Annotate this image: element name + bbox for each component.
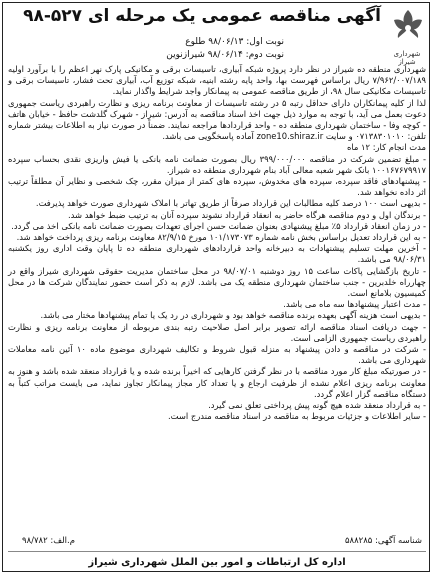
ad-paragraph: - به قرارداد منعقد شده هیچ گونه پیش پرداختی تعلق نمی گیرد. (208, 400, 426, 411)
ad-paragraph: - بدیهی است ۱۰۰ درصد کلیه مطالبات این قرارداد صرفاً از طریق تهاتر با املاک شهرداری صورت خواهد پذیرفت. (35, 198, 426, 209)
ad-title: آگهی مناقصه عمومی یک مرحله ای ۵۲۷-۹۸ (23, 6, 381, 26)
ad-paragraph: - در زمان انعقاد قرارداد ۵٪ مبلغ پیشنهادی بعنوان ضمانت حسن اجرای تعهدات بصورت ضمانت نامه بانکی اخذ می گردد. (11, 220, 426, 231)
ad-paragraph: - بدیهی است هزینه آگهی بعهده برنده مناقصه خواهد بود و شهرداری در رد یک یا تمام پیشنهادها مختار می باشد. (40, 310, 426, 321)
ad-paragraph: - به این قرارداد تعدیل براساس بخش نامه شماره ۱۰۱/۱۷۳۰۷۳ مورخ ۸۲/۹/۱۵ معاونت برنامه ریزی پرداخت خواهد شد. (16, 232, 426, 243)
ad-paragraph: - مدت اعتبار پیشنهادها سه ماه می باشد. (283, 299, 426, 310)
print-second: نوبت دوم: ۹۸/۰۶/۱۴ شیرازنوین (166, 50, 284, 60)
publisher-org: اداره کل ارتباطات و امور بین الملل شهرداری شیراز (88, 557, 346, 568)
ad-paragraph: - سایر اطلاعات و جزئیات مربوط به مناقصه در اسناد مناقصه مندرج است. (167, 411, 426, 422)
ad-paragraph: - شرکت در مناقصه و دادن پیشنهاد به منزله قبول شروط و تکالیف شهرداری موضوع ماده ۱۰ آئین نامه معاملات شهرداری می باشد. (8, 344, 426, 366)
ad-paragraph: - تاریخ بازگشایی پاکات ساعت ۱۵ روز دوشنبه ۹۸/۰۷/۰۱ در محل ساختمان مدیریت حقوقی شهرداری شیراز واقع در چهارراه خلدبرین - جنب ساختمان شهرداری منطقه یک می باشد. لازم به ذکر است حضور نمایندگان شرکت ها در محل کمیسیون بلامانع است. (8, 265, 426, 299)
ad-body (8, 64, 426, 423)
ad-paragraph: مدت انجام کار: ۱۲ ماه (346, 142, 426, 153)
footer-divider (8, 551, 426, 552)
ad-code: م.الف: ۹۸/۷۸۲ (22, 536, 75, 546)
ad-paragraph: لذا از کلیه پیمانکاران دارای حداقل رتبه ۵ در رشته تاسیسات از معاونت برنامه ریزی و نظارت راهبردی ریاست جمهوری دعوت بعمل می آید، با توجه به موارد ذیل جهت اخذ اسناد مناقصه به آدرس: شیراز - شهرک گلدشت حافظ - خیابان هاتف - کوچه وفا - ساختمان شهرداری منطقه ده - واحد قراردادها مراجعه نمایند. ضمناً در صورت نیاز به اطلاعات بیشتر شماره تلفن: ۰۷۱۳۸۳۰۱۰۱۰ و سایت zone10.shiraz.ir آماده پاسخگویی می باشد. (8, 97, 427, 142)
ad-paragraph: - در صورتیکه مبلغ کار مورد مناقصه با در نظر گرفتن کارهایی که اخیراً برنده شده و یا قرارداد منعقد شده باشد و هنوز به معاونت برنامه ریزی اعلام نشده از ظرفیت ارجاع و یا تعداد کار مجاز پیمانکار تجاوز نماید، می بایست مراتب کتباً به دستگاه مناقصه گزار اعلام گردد. (8, 366, 426, 399)
ad-paragraph: - آخرین مهلت تسلیم پیشنهادات به دبیرخانه واحد قراردادهای شهرداری منطقه ده تا پایان وقت اداری روز یکشنبه ۹۸/۰۶/۳۱ می باشد. (8, 243, 426, 265)
ad-id: شناسه آگهی: ۵۸۸۲۸۵ (344, 536, 422, 546)
ad-paragraph: - برندگان اول و دوم مناقصه هرگاه حاضر به انعقاد قرارداد نشوند سپرده آنان به ترتیب ضبط خواهد شد. (68, 209, 426, 220)
ad-paragraph: - مبلغ تضمین شرکت در مناقصه ۳۹۹/۰۰۰/۰۰۰ ریال بصورت ضمانت نامه بانکی یا فیش واریزی نقدی بحساب سپرده ۱۰۰۱۶۷۶۷۹۹۱۷ بانک شهر شعبه معالی آباد بنام شهرداری منطقه ده شیراز. (8, 153, 427, 175)
ad-paragraph: - جهت دریافت اسناد مناقصه ارائه تصویر برابر اصل صلاحیت رتبه بندی مربوطه از معاونت برنامه ریزی و نظارت راهبردی ریاست جمهوری الزامی است. (8, 321, 426, 343)
ad-paragraph: - پیشنهادهای فاقد سپرده، سپرده های مخدوش، سپرده های کمتر از میزان مقرر، چک شخصی و نظایر آن مطلقاً ترتیب اثر داده نخواهد شد. (8, 176, 426, 198)
ad-paragraph: شهرداری منطقه ده شیراز در نظر دارد پروژه شبکه آبیاری، تاسیسات برقی و مکانیکی پارک نهر اعظم را با برآورد اولیه ۷/۹۶۲/۰۰۷/۱۸۹ ریال براساس فهرست بها، واحد پایه رشته ابنیه، شبکه توزیع آب، آبیاری تحت فشار، تاسیسات برقی و تاسیسات مکانیکی سال ۹۸، از طریق مناقصه عمومی به پیمانکار واجد شرایط واگذار نماید. (8, 64, 426, 97)
print-first: نوبت اول: ۹۸/۰۶/۱۳ طلوع (185, 37, 284, 47)
shiraz-municipality-logo-icon (388, 6, 428, 50)
logo-caption: شهرداری شیراز (393, 50, 421, 66)
print-dates (166, 36, 284, 62)
